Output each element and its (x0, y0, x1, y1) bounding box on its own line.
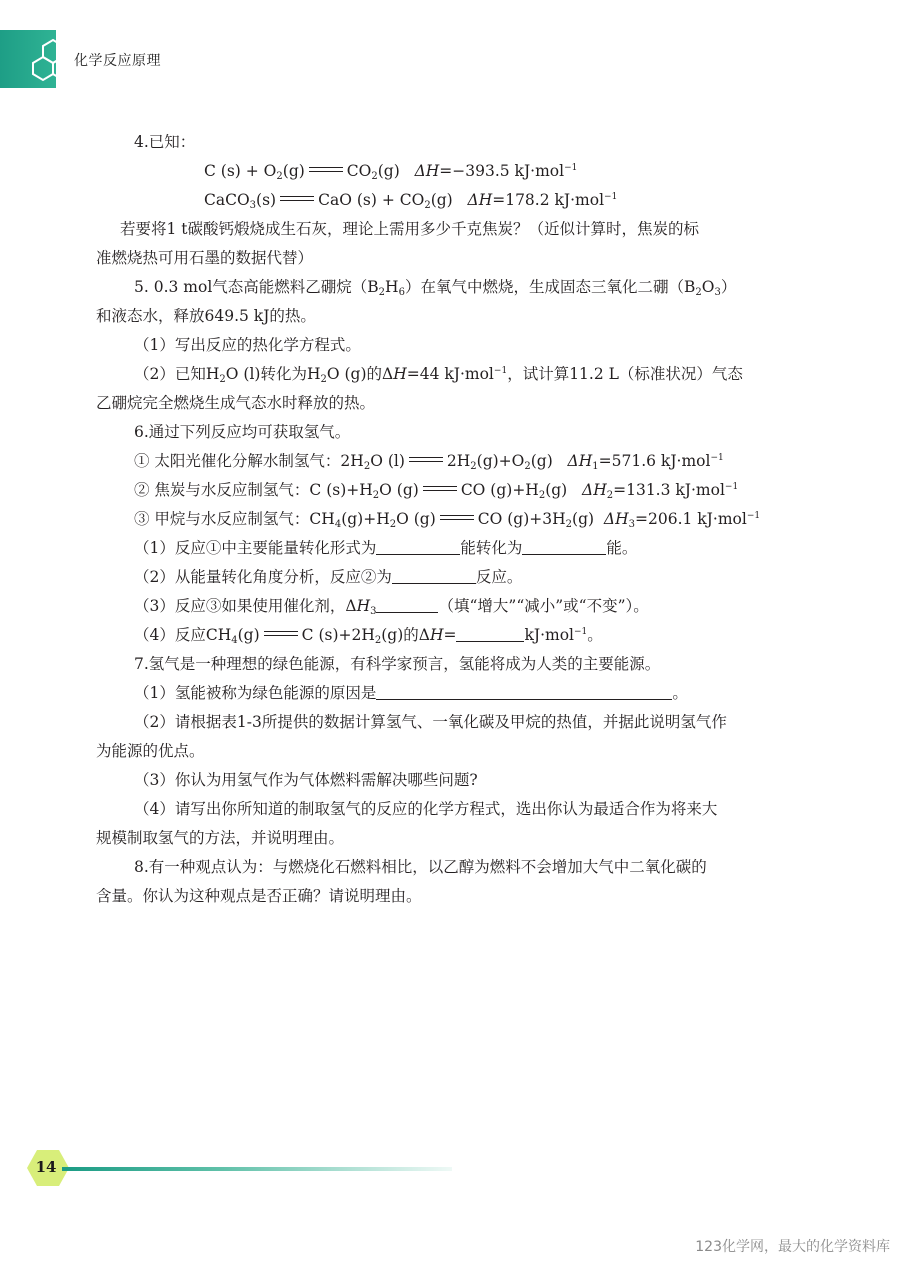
book-title: 化学反应原理 (74, 53, 161, 69)
q6-sub-3: （3）反应③如果使用催化剂，$\Delta H_3$ （填“增大”“减小”或“不变”）。 (134, 597, 649, 617)
equals-sign (423, 486, 457, 491)
q7-heading: 7.氢气是一种理想的绿色能源，有科学家预言，氢能将成为人类的主要能源。 (134, 655, 661, 673)
q8-line-1: 8.有一种观点认为：与燃烧化石燃料相比，以乙醇为燃料不会增加大气中二氧化碳的 (134, 858, 707, 876)
equals-sign (280, 196, 314, 201)
exercise-content (96, 128, 808, 911)
q6-sub-2: （2）从能量转化角度分析，反应②为 反应。 (134, 568, 523, 586)
hexagon-molecule-icon (30, 38, 76, 86)
q6-reaction-3: ③ 甲烷与水反应制氢气：$CH_4(g)+H_2O$ (g) CO $(g)+3H_2(g)$ $\Delta H_3=206.1$ kJ·mol$^{-1}$ (134, 510, 761, 530)
q4-equation-2: CaCO$_3$(s) CaO $(s) + CO_2(g)$ ΔH=178.2 kJ·mol$^{-1}$ (204, 191, 618, 211)
equals-sign (309, 167, 343, 172)
q7-sub-1: （1）氢能被称为绿色能源的原因是 。 (134, 684, 688, 702)
answer-blank[interactable] (376, 683, 672, 700)
q6-heading: 6.通过下列反应均可获取氢气。 (134, 423, 351, 441)
q5-line-1: 5. 0.3 mol气态高能燃料乙硼烷$(B_2H_6)$在氧气中燃烧，生成固态三氧化二硼$(B_2O_3)$ (134, 278, 737, 298)
answer-blank[interactable] (456, 625, 524, 642)
footer-accent-line (62, 1167, 452, 1171)
answer-blank[interactable] (376, 538, 460, 555)
q4-equation-1: C $(s) + O_2(g)$ $CO_2(g)$ ΔH=−393.5 kJ·mol$^{-1}$ (204, 162, 578, 182)
answer-blank[interactable] (392, 567, 476, 584)
q6-sub-1: （1）反应①中主要能量转化形式为 能转化为 能。 (134, 539, 638, 557)
q5-line-2: 和液态水，释放649.5 kJ的热。 (96, 307, 316, 325)
q5-sub-1: （1）写出反应的热化学方程式。 (134, 336, 361, 354)
q5-sub-2: （2）已知$H_2O$ (l)转化为$H_2O$ (g)的ΔH=44 kJ·mol$^{-1}$，试计算11.2 L（标准状况）气态 (134, 365, 743, 385)
answer-blank[interactable] (522, 538, 606, 555)
q6-sub-4: （4）反应$CH_4(g)$ C $(s)+2H_2(g)$的ΔH= kJ·mol$^{-1}$。 (134, 626, 603, 646)
q7-sub-4-line-2: 规模制取氢气的方法，并说明理由。 (96, 829, 345, 847)
q8-line-2: 含量。你认为这种观点是否正确？请说明理由。 (96, 887, 422, 905)
equals-sign (409, 457, 443, 462)
q4-question-line-2: 准燃烧热可用石墨的数据代替） (96, 249, 314, 267)
answer-blank[interactable] (376, 596, 438, 613)
equals-sign (440, 515, 474, 520)
watermark-text: 123化学网，最大的化学资料库 (695, 1239, 890, 1255)
q7-sub-2: （2）请根据表1-3所提供的数据计算氢气、一氧化碳及甲烷的热值，并据此说明氢气作 (134, 713, 727, 731)
equals-sign (264, 631, 298, 636)
q5-sub-2-line-2: 乙硼烷完全燃烧生成气态水时释放的热。 (96, 394, 376, 412)
q4-question-line-1: 若要将1 t碳酸钙煅烧成生石灰，理论上需用多少千克焦炭？（近似计算时，焦炭的标 (120, 220, 700, 238)
q7-sub-2-line-2: 为能源的优点。 (96, 742, 205, 760)
q7-sub-4: （4）请写出你所知道的制取氢气的反应的化学方程式，选出你认为最适合作为将来大 (134, 800, 718, 818)
q6-reaction-2: ② 焦炭与水反应制氢气：C $(s)+H_2O$ (g) CO $(g)+H_2(g)$ $\Delta H_2=131.3$ kJ·mol$^{-1}$ (134, 481, 739, 501)
q4-heading: 4.已知： (134, 133, 196, 151)
page-number: 14 (35, 1158, 57, 1176)
q6-reaction-1: ① 太阳光催化分解水制氢气：$2H_2O$ (l) $2H_2(g)+O_2(g)$ $\Delta H_1=571.6$ kJ·mol$^{-1}$ (134, 452, 724, 472)
q7-sub-3: （3）你认为用氢气作为气体燃料需解决哪些问题? (134, 771, 478, 789)
